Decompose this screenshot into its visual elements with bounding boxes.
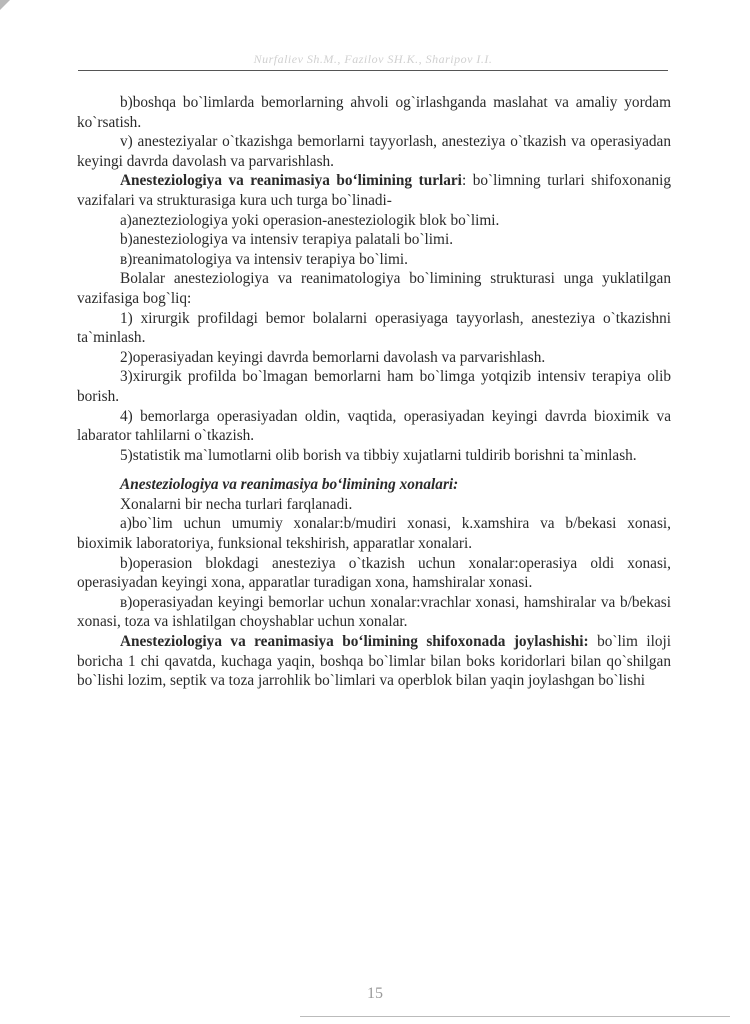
list-item: 4) bemorlarga operasiyadan oldin, vaqtida, operasiyadan keyingi davrda bioximik va labarator tahlilarni o`tkazish. (77, 407, 671, 445)
footer-rule (300, 1016, 730, 1017)
list-item: a)anezteziologiya yoki operasion-anesteziologik blok bo`limi. (120, 211, 500, 229)
list-item: в)reanimatologiya va intensiv terapiya bo`limi. (120, 250, 409, 268)
paragraph: Xonalarni bir necha turlari farqlanadi. (120, 495, 353, 513)
list-item: 1) xirurgik profildagi bemor bolalarni operasiyaga tayyorlash, anesteziya o`tkazishni ta`minlash. (77, 309, 671, 347)
page-body (77, 93, 671, 691)
paragraph: v) anesteziyalar o`tkazishga bemorlarni tayyorlash, anesteziya o`tkazish va operasiyadan keyingi davrda davolash va parvarishlash. (77, 133, 671, 170)
running-header: Nurfaliev Sh.M., Fazilov SH.K., Sharipov I.I. (253, 52, 493, 66)
list-item: 3)xirurgik profilda bo`lmagan bemorlarni ham bo`limga yotqizib intensiv terapiya olib borish. (77, 368, 671, 405)
paragraph (77, 171, 671, 210)
list-item: b)operasion blokdagi anesteziya o`tkazish uchun xonalar:operasiya oldi xonasi, operasiyadan keyingi xona, apparatlar turadigan xona, hamshiralar xonasi. (77, 554, 671, 592)
paragraph: b)boshqa bo`limlarda bemorlarning ahvoli og`irlashganda maslahat va amaliy yordam ko`rsatish. (77, 94, 671, 131)
list-item: b)anesteziologiya va intensiv terapiya palatali bo`limi. (120, 231, 454, 249)
paragraph-text: : bo`limning turlari shifoxonanig vazifalari va strukturasiga kura uch turga bo`linadi- (77, 172, 671, 209)
header-rule (78, 70, 668, 71)
list-item: a)bo`lim uchun umumiy xonalar:b/mudiri xonasi, k.xamshira va b/bekasi xonasi, bioximik laboratoriya, funksional tekshirish, apparatlar xonalari. (77, 515, 671, 553)
page-number: 15 (367, 985, 383, 1002)
section-heading-joylashishi: Anesteziologiya va reanimasiya bo‘limining shifoxonada joylashishi: (120, 633, 589, 651)
list-item: 5)statistik ma`lumotlarni olib borish va tibbiy xujatlarni tuldirib borishni ta`minlash. (120, 446, 637, 464)
section-heading-xonalari: Anesteziologiya va reanimasiya bo‘limining xonalari: (120, 476, 459, 494)
paragraph (77, 632, 671, 691)
section-heading-turlari: Anesteziologiya va reanimasiya bo‘limining turlari (120, 172, 462, 190)
paragraph: Bolalar anesteziologiya va reanimatologiya bo`limining strukturasi unga yuklatilgan vazifasiga bog`liq: (77, 270, 671, 307)
list-item: в)operasiyadan keyingi bemorlar uchun xonalar:vrachlar xonasi, hamshiralar va b/bekasi xonasi, toza va ishlatilgan choyshablar uchun xonalar. (77, 593, 671, 631)
scan-corner-mark (0, 0, 10, 10)
list-item: 2)operasiyadan keyingi davrda bemorlarni davolash va parvarishlash. (120, 348, 546, 366)
paragraph-text: bo`lim iloji boricha 1 chi qavatda, kuchaga yaqin, boshqa bo`limlar bilan boks koridorlari bilan qo`shilgan bo`lishi lozim, septik va toza jarrohlik bo`limlari va operblok bilan yaqin joylashgan bo`lishi (77, 633, 672, 690)
